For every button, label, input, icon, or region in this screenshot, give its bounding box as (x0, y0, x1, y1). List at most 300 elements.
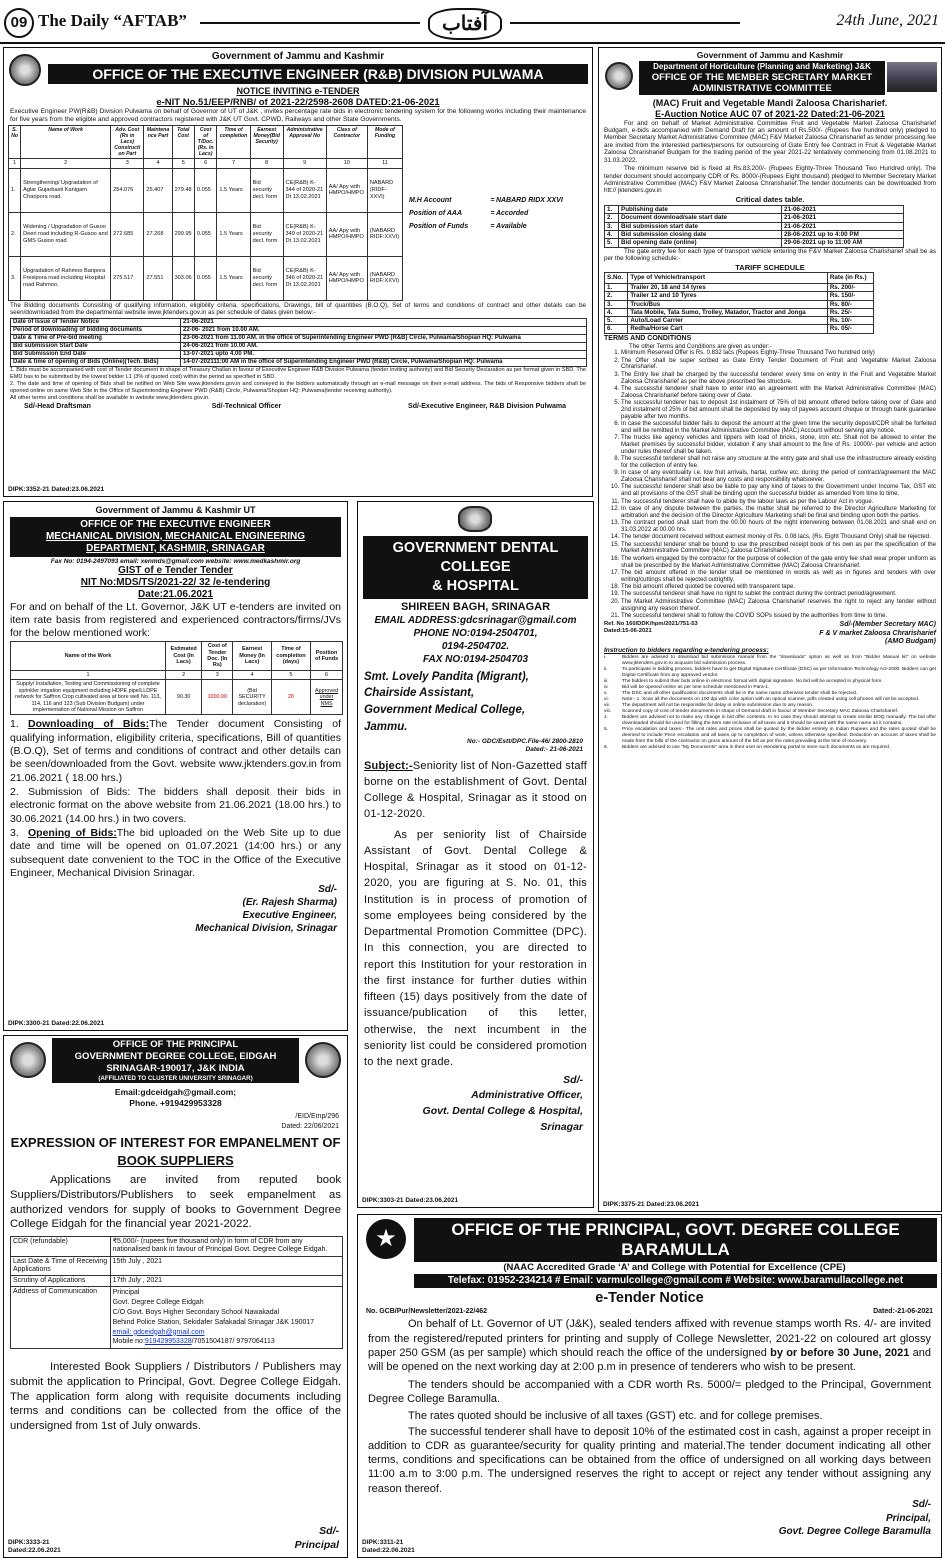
tariff-col-header: Rate (in Rs.) (827, 273, 873, 283)
horti-sig: Sd/-(Member Secretary MAC) (839, 621, 936, 629)
mech-intro: For and on behalf of the Lt. Governor, J&K UT e-tenders are invited on item rate basis from registered and experienced contractors/firms/JVs for the below mentioned work: (10, 600, 341, 639)
pulwama-date-cell: Date of Issue of Tender Notice (11, 318, 181, 326)
mechanical-tender-ad (3, 501, 348, 1031)
horti-p2: The minimum reserve bid is fixed at Rs.83,200/- (Rupees Eighty-Three Thousand Two Hundred only). The tender document should accompany CDR of Rs. 8000/-(Rupees Eight thousand) pledged to Member Secretary Market Administrative Committee (MAC) F&V Market Zaloosa Chrarisharief.The tender documents can be downloaded from htt:// jktenders.gov.in (604, 165, 936, 195)
pulwama-fund-cell: Accorded (495, 209, 529, 217)
pulwama-cell: 1. (9, 168, 21, 212)
dental-emblem (458, 506, 492, 532)
mech-col-header: Earnest Money (In Lacs) (233, 642, 271, 671)
eidgah-addr-email[interactable]: email: gdceidgah@gmail.com (112, 1328, 205, 1336)
pulwama-col-number: 2 (21, 159, 111, 168)
tariff-cell: Trailer 12 and 10 Tyres (628, 292, 827, 300)
eidgah-title-3: SRINAGAR-190017, J&K INDIA (106, 1062, 245, 1074)
mech-points (4, 716, 347, 883)
horti-term: 17. The bid amount offered in the tender shall be mentioned in words as well as in figures and tenders with over writing/cuttings shall be rejected outrightly. (621, 570, 936, 584)
dental-addressee-org: Government Medical College, (364, 703, 526, 716)
mech-point-text: The bid uploaded on the Web Site up to due date and time will be opened on 01.07.2021 (14:00 hrs.) or any subsequent date convenient to the TOC in the Office of the Executive Engineer, Mechanical Division Srinagar. (10, 826, 341, 879)
tariff-cell: 4. (605, 308, 628, 316)
horti-instruction-num: iv. (604, 684, 609, 690)
mech-col-number: 5 (271, 670, 310, 679)
horti-instruction-num: 5. (604, 726, 609, 732)
eidgah-addr-2: Govt. Degree College Eidgah (112, 1299, 204, 1307)
pulwama-col-number: 6 (194, 159, 216, 168)
horti-instructions (599, 655, 941, 751)
aftab-logo: آفتاب (428, 8, 502, 40)
tariff-row (605, 308, 874, 316)
eidgah-mobile-others: /7051504187/ 9797064113 (191, 1338, 275, 1346)
eidgah-p1: Applications are invited from reputed book Suppliers/Distributors/Publishers to seek empanelment as authorized vendors for supply of books to Government Degree College Eidgah for the financial year 2021-2022. (10, 1174, 341, 1231)
horti-date-cell: 4. (605, 230, 619, 238)
tariff-cell: Rs. 25/- (827, 308, 873, 316)
baramulla-dipk: DIPK:3311-21 (362, 1539, 404, 1547)
baramulla-sig-title: Principal, (885, 1512, 931, 1524)
horti-instruction-text: The department will not be responsible for delay in online submission due to any reason. (622, 702, 814, 708)
horti-ref: Ref. No 160/DDK/hpm/2021/751-53 (604, 621, 698, 628)
mech-sig-title: Executive Engineer, (242, 910, 337, 922)
dental-fax: FAX NO:0194-2504703 (422, 653, 529, 665)
horti-dipk: DIPK:3375-21 Dated:23.06.2021 (603, 1201, 700, 1209)
mech-point-text: The Tender document Consisting of qualifying information, eligibility criteria, specifications, Bill of quantities (B.O.Q), Set of terms and conditions of contract and other details can be seen/downloaded from the Govt. website www.jktenders.gov.in from 21.06.2021 ( 18.00 hrs.) (10, 718, 341, 784)
pulwama-dates-table (10, 318, 587, 367)
pulwama-tender-ad (3, 47, 593, 497)
pulwama-cell: 0.055 (194, 256, 216, 300)
mech-dipk: DIPK:3300-21 Dated:22.06.2021 (8, 1020, 105, 1028)
pulwama-col-number: 7 (217, 159, 250, 168)
dental-phone-2: 0194-2504702. (441, 640, 510, 652)
horti-instruction-text: The bidders to submit their bids online in electronic format with digital signature. No bid will be accepted in physical form. (622, 678, 883, 684)
pulwama-col-header: Maintena nce Part (144, 125, 172, 159)
tariff-cell: Truck/Bus (628, 300, 827, 308)
eidgah-addr-4: Behind Police Station, Sekidafer Safakadal Srinagar J&K 190017 (112, 1318, 315, 1326)
horti-date-cell: 21-06-2021 (781, 214, 903, 222)
horti-date-cell: Bid submission start date (619, 222, 782, 230)
pulwama-col-header: Name of Work (21, 125, 111, 159)
eidgah-title-4: (AFFILIATED TO CLUSTER UNIVERSITY SRINAGAR) (98, 1074, 253, 1082)
eidgah-title-1: OFFICE OF THE PRINCIPAL (112, 1039, 239, 1050)
pulwama-cell: 2. (9, 212, 21, 256)
horti-instruction-num: v. (604, 690, 608, 696)
horti-date-cell: 29-06-2021 up to 11:00 AM (781, 239, 903, 247)
horti-date-cell: 28-06-2021 up to 4:00 PM (781, 230, 903, 238)
horti-term: 12. In case of any dispute between the parties, the matter shall be referred to the Director Agriculture Marketing for arbitration and the decision of the Director Agriculture Marketing shall be final and binding upon both the parties. (621, 506, 936, 520)
pulwama-date-cell: Bid submission Start Date (11, 342, 181, 350)
pulwama-date-cell: Date & Time of Pre-bid meeting (11, 334, 181, 342)
masthead (0, 0, 945, 44)
horti-p1: For and on behalf of Market Administrative Committee Fruit and Vegetable Market Zaloosa Charisharief Budgam, e-bids accompanied with Demand Draft for an amount of Rs.500/- (Rupees five hundred only) pledged to Member Secretary Market Administrative Commitee (MAC) F&V Market Zaloosa Chrarisharief as tender processing fee are invited from the interested parties/persons for outsourcing of Gate Entry fee Contract in Fruit & Vegetable Market Zaloosa Chrarisharief Budgam for the trading period of the year 2021-22 tentatively commencing from 01.08.2021 to 31.03.2022. (604, 119, 936, 164)
tariff-col-header: S.No. (605, 273, 628, 283)
pulwama-cell: 25.407 (144, 168, 172, 212)
mech-sig-office: Mechanical Division, Srinagar (195, 923, 337, 935)
horti-date-cell: 2. (605, 214, 619, 222)
horti-term: 13. The contract period shall start from the 00.00 hours of the night intervening between 01.08.2021 and shall end on 31.03.2022 at 00.00 hrs. (621, 520, 936, 534)
tariff-cell: Redha/Horse Cart (628, 325, 827, 333)
pulwama-date-cell: 21-06-2021 (181, 318, 587, 326)
pulwama-note: 1. Bids must be accompanied with cost of Tender document in shape of Treasury Challan in favour of Executive Engineer R&B Division Pulwama (tender inviting authority) and Bid Security Declaration as per format given in SBD. The EMD has to be submitted by the lowest bidder L1 (3% of quoted cost) within the period as specified in SBD. (10, 367, 586, 380)
horti-terms-list (611, 350, 941, 619)
mech-col-number: 3 (202, 670, 233, 679)
mech-point-label: Downloading of Bids: (28, 718, 150, 731)
horti-dates-table (604, 205, 904, 248)
horticulture-auction-ad (598, 47, 942, 1212)
horti-instruction-num: vii. (604, 702, 610, 708)
mech-col-header: Estimated Cost (In Lacs) (166, 642, 202, 671)
eidgah-p2: Interested Book Suppliers / Distributors / Publishers may submit the application to Principal, Govt. Degree College Eidgah. The application form along with requisite documents including terms and conditions can be collected from the office of the undersigned from 1st of July onwards. (10, 1361, 341, 1432)
pulwama-cell: 0.055 (194, 212, 216, 256)
horti-term: 9. In case of any eventuality i.e. low fruit arrivals, hartal, curfew etc. during the period of contract/agreement the MAC Zaloosa Charisharief shall not bear any costs and responsibility whatsoever. (621, 470, 936, 484)
horti-term: 3. The Entry fee shall be charged by the successful tenderer every time on entry in the Fruit and Vegetable Market Zaloosa Chrarisharief as per the above prescribed fee structure. (621, 372, 936, 386)
horti-instruction-text: Bidders are advised to use “My Documents” area in their user on etendering portal to store such documents as are required. (622, 744, 891, 750)
baramulla-no: No. GCB/Pur/Newsletter/2021-22/462 (366, 1308, 487, 1316)
horti-term: 20. The Market Administrative Committee (MAC) Zaloosa Charisharief reserves the right to reject any tender without assigning any reason thereof. (621, 599, 936, 613)
horti-ref-date: Dated:15-06-2021 (604, 628, 652, 635)
tariff-cell: Trailer 20, 18 and 14 tyres (628, 283, 827, 291)
horti-sig-org: F & V market Zaloosa Chrarisharief (819, 629, 936, 637)
market-photo (887, 62, 937, 92)
pulwama-cell: CE(R&B) K-344 of 2020-21 Dt 13.02.2021 (283, 168, 326, 212)
mech-col-number: 1 (11, 670, 166, 679)
pulwama-work-row (9, 256, 403, 300)
horti-date-cell: Bid submission closing date (619, 230, 782, 238)
baramulla-p2: The tenders should be accompanied with a CDR worth Rs. 5000/= pledged to the Principal, Government Degree College Baramulla. (368, 1378, 931, 1405)
mech-sig-name: (Er. Rajesh Sharma) (242, 897, 337, 909)
tariff-row (605, 317, 874, 325)
pulwama-col-number: 4 (144, 159, 172, 168)
sig-head-draftsman: Sd/-Head Draftsman (24, 403, 91, 411)
pulwama-cell: 1.5 Years (217, 256, 250, 300)
mech-point (10, 827, 341, 880)
issue-date: 24th June, 2021 (836, 12, 939, 29)
mech-works-table (10, 641, 343, 715)
eidgah-info-cell: ₹5,000/- (rupees five thousand only) in form of CDR from any nationalised bank in favour of Principal Govt. Degree College Eidgah. (110, 1237, 342, 1257)
eidgah-dipk-date: Dated:22.06.2021 (8, 1547, 61, 1555)
dental-email: EMAIL ADDRESS:gdcsrinagar@gmail.com (374, 614, 577, 626)
horti-term: 4. The successful tenderer shall have to enter into an agreement with the Market Administrative Committee (MAC) Zaloosa Chrarisharief before taking over of Gate. (621, 386, 936, 400)
pulwama-fund-row (409, 223, 588, 236)
mech-office: OFFICE OF THE EXECUTIVE ENGINEER (80, 518, 271, 530)
eidgah-sd: Sd/- (319, 1524, 339, 1537)
horti-office: OFFICE OF THE MEMBER SECRETARY MARKET ADMINISTRATIVE COMMITTEE (651, 71, 873, 94)
dental-sig-title: Administrative Officer, (471, 1089, 583, 1102)
horti-instruction-text: To participate in bidding process, bidders have to get Digital Signature Certificate (DSC) as per Information Technology Act-2000. Bidders can get Digital Certificate from any approved vendor. (622, 666, 936, 678)
dental-addressee-post: Chairside Assistant, (364, 687, 475, 700)
tariff-col-header: Type of Vehicle/transport (628, 273, 827, 283)
pulwama-cell: 0.055 (194, 168, 216, 212)
horti-p3: The gate entry fee for each type of transport vehicle entering the F&V Market Zaloosa Charisharief shall be as per the following schedule:- (604, 247, 936, 263)
eidgah-info-cell: 15th July , 2021 (110, 1256, 342, 1276)
horti-instruction-num: i. (604, 655, 607, 660)
horti-instruction-text: Scanned copy of cost of tender documents in shape of Demand draft in favour of Member Secretary MAC Zaloosa Charisharief. (622, 708, 899, 714)
baramulla-deadline: by or before 30 June, 2021 (770, 1347, 910, 1360)
horti-instruction (604, 667, 936, 679)
horti-date-row (605, 222, 904, 230)
pulwama-col-header: Cost of T/Doc. (Rs. in Lacs) (194, 125, 216, 159)
horti-date-cell: 21-06-2021 (781, 205, 903, 213)
mech-point-num: 2. (10, 785, 19, 798)
eidgah-addr-mobile (113, 1337, 340, 1347)
mech-cell: 20 (271, 680, 310, 715)
horti-date-row (605, 230, 904, 238)
tariff-cell: Tata Mobile, Tata Sumo, Trolley, Matador, Tractor and Jonga (628, 308, 827, 316)
horti-sig-amo: (AMO Budgam) (885, 637, 936, 645)
dental-sd: Sd/- (563, 1073, 583, 1086)
baramulla-p3: The rates quoted should be inclusive of all taxes (GST) etc. and for college premises. (408, 1410, 823, 1423)
horti-term: 5. The successful tenderer has to deposit 1st instalment of 75% of bid amount offered before taking over of Gate and 2nd instalment of 25% of bid amount shall be deposited by way of payees account cheque or through bank guarantee payable after two months. (621, 400, 936, 420)
pulwama-cell: CE(R&B) K-346 of 2020-21 Dt 13.02.2021 (283, 256, 326, 300)
dental-title: GOVERNMENT DENTAL COLLEGE (392, 540, 559, 575)
pulwama-fund-cell: = (490, 196, 495, 204)
pulwama-date-cell: Date & time of opening of Bids (Online)(Tech. Bids) (11, 359, 181, 367)
horti-instruction (604, 727, 936, 745)
horti-terms-title: TERMS AND CONDITIONS (604, 334, 692, 342)
pulwama-cell: 279.48 (172, 168, 194, 212)
mech-dept: MECHANICAL DIVISION, MECHANICAL ENGINEERING DEPARTMENT, KASHMIR, SRINAGAR (45, 530, 306, 554)
horti-date-row (605, 239, 904, 247)
mech-col-header: Name of the Work (11, 642, 166, 671)
masthead-rule-left (200, 22, 420, 24)
eidgah-heading-1: EXPRESSION OF INTEREST FOR EMPANELMENT OF (10, 1135, 341, 1151)
pulwama-date-cell: 22-06- 2021 from 10.00 AM. (181, 326, 587, 334)
masthead-rule-right (510, 22, 740, 24)
baramulla-naac: (NAAC Accredited Grade ‘A’ and College with Potential for Excellence (CPE) (503, 1262, 846, 1274)
eidgah-mobile-link[interactable]: 919429953328 (144, 1338, 192, 1346)
mech-cell: 1000.00 (202, 680, 233, 715)
eidgah-info-row (11, 1276, 343, 1287)
mech-gist: GIST of e Tender Tender (118, 565, 233, 577)
pulwama-cell: 303.06 (172, 256, 194, 300)
pulwama-col-number: 5 (172, 159, 194, 168)
mech-sd: Sd/- (318, 884, 337, 896)
horti-tariff-title: TARIFF SCHEDULE (735, 262, 805, 272)
dental-addressee-name: Smt. Lovely Pandita (Migrant), (364, 670, 529, 683)
tariff-cell: Rs. 150/- (827, 292, 873, 300)
mech-point-label: Opening of Bids: (28, 826, 117, 839)
masthead-rule (0, 42, 945, 44)
dental-place: SHIREEN BAGH, SRINAGAR (400, 600, 551, 613)
tariff-cell: Rs. 200/- (827, 283, 873, 291)
pulwama-fund-row (409, 197, 588, 210)
pulwama-date-row (11, 359, 587, 367)
tariff-cell: 3. (605, 300, 628, 308)
eidgah-info-row (11, 1237, 343, 1257)
baramulla-dipk-date: Dated:22.06.2021 (362, 1547, 415, 1555)
dental-title-2: & HOSPITAL (432, 577, 519, 594)
horti-date-cell: Publishing date (619, 205, 782, 213)
pulwama-note: All other terms and conditions shall be available in website www.jktenders.gov.in. (10, 395, 210, 402)
horti-date-row (605, 205, 904, 213)
pulwama-cell: 254.076 (111, 168, 144, 212)
pulwama-note: 2. The date and time of opening of Bids shall be notified on Web Site www.jktenders.gov.in and conveyed to the bidders automatically through an e-mail message on their e-mail address. The bids of Responsive bidders shall be opened online on same Web Site in the Office of Superintending Engineer PWD (R&B) Circle, Pulwama/Shopian HQ: Pulwama(tender receiving authority). (10, 381, 586, 394)
eidgah-logo-left (10, 1042, 46, 1078)
tariff-cell: 5. (605, 317, 628, 325)
horti-term: 21. The successful tenderer shall to follow the COVID SOPs issued by the authorities from time to time. (621, 613, 936, 620)
tariff-cell: Rs. 05/- (827, 325, 873, 333)
pulwama-col-header: Time of completion (217, 125, 250, 159)
pulwama-funds (409, 197, 588, 237)
mech-point-text: Submission of Bids: The bidders shall deposit their bids in electronic format on the above website from 21.06.2021 (18.00 hrs.) to 30.06.2021 (14.00 hrs.) in two covers. (10, 785, 341, 825)
pulwama-cell: 1.5 Years (217, 168, 250, 212)
dental-dipk: DIPK:3303-21 Dated:23.06.2021 (362, 1197, 459, 1205)
mech-contact: Fax No: 0194-2497093 email: xenmds@gmail.com website: www.medkashmir.org (50, 557, 301, 565)
pulwama-cell: AA/ Apy with HMPO/HMPO (326, 212, 367, 256)
pulwama-cell: 27.268 (144, 212, 172, 256)
eidgah-ref: /EID/Emp/296 (295, 1113, 339, 1121)
pulwama-col-header: S. No (9, 125, 21, 159)
horti-term: 15. The successful tenderer shall be bound to use the prescribed receipt book of his own as per the specification of the Market Administrative Committee (MAC) Zaloosa Chrarisharief. (621, 542, 936, 556)
pulwama-col-number: 10 (326, 159, 367, 168)
baramulla-p1 (358, 1317, 941, 1374)
mech-col-number: 6 (311, 670, 343, 679)
pulwama-col-header: Administrative Approval No (283, 125, 326, 159)
pulwama-cell: 275.517 (111, 256, 144, 300)
horti-instruction-num: 4. (604, 714, 609, 720)
pulwama-fund-cell: M.H Account (409, 196, 452, 204)
pulwama-cell: (NABARD RIDF:XXVI) (367, 212, 402, 256)
pulwama-intro: Executive Engineer PW(R&B) Division Pulwama on behalf of Governor of UT of J&K , invites percentage rate bids in electronic tendering system for the following works including their maintenance for five years from the eligible and approved contractors registered with J&K UT Govt. CPWD, Railways and other State Governments. (10, 108, 586, 123)
baramulla-college-ad (357, 1214, 942, 1558)
pulwama-dipk: DIPK:3352-21 Dated:23.06.2021 (8, 486, 105, 494)
eidgah-info-cell: 17th July , 2021 (110, 1276, 342, 1287)
eidgah-dipk: DIPK:3333-21 (8, 1539, 50, 1547)
pulwama-col-header: Class of Contractor (326, 125, 367, 159)
horti-instruction-num: iii. (604, 678, 609, 684)
dental-ref-no: No:- GDC/Estt/DPC.File-46/ 2800-2810 (467, 738, 583, 746)
horti-mandi: (MAC) Fruit and Vegetable Mandi Zaloosa Charisharief. (652, 98, 888, 109)
pulwama-date-row (11, 334, 587, 342)
eidgah-info-cell: Scrutiny of Applications (11, 1276, 111, 1287)
tariff-cell: 2. (605, 292, 628, 300)
mech-point-num: 3. (10, 826, 19, 839)
eidgah-addr-3: C/O Govt. Boys Higher Secondary School Nawakadal (112, 1308, 280, 1316)
horti-critical: Critical dates table. (735, 194, 805, 204)
mech-col-header: Position of Funds (311, 642, 343, 671)
horti-term: 6. In case the successful bidder fails to deposit the amount at the given time the security deposit/CDR shall be forfeited and will be remitted in the Market Administrative Committee (MAC) Account without serving any notice. (621, 421, 936, 435)
horti-tariff-table (604, 272, 874, 333)
pulwama-cell: Strengthening/ Upgradation of Aglar Gujarbasti Kanigam Charipora road. (21, 168, 111, 212)
pulwama-work-row (9, 168, 403, 212)
dental-sig-city: Srinagar (540, 1120, 583, 1133)
mech-point (10, 718, 341, 785)
eidgah-info-row (11, 1256, 343, 1276)
tariff-row (605, 300, 874, 308)
pulwama-cell: 27.551 (144, 256, 172, 300)
pulwama-col-header: Mode of Funding (367, 125, 402, 159)
pulwama-cell: (NABARD RIDF:XXVI) (367, 256, 402, 300)
pulwama-col-number: 3 (111, 159, 144, 168)
eidgah-addr-label: Address of Communication (11, 1287, 111, 1349)
horti-gov: Government of Jammu and Kashmir (696, 50, 844, 60)
baramulla-star-icon: ★ (366, 1219, 406, 1259)
pulwama-cell: Widening / Upgradation of Gusoo Deeri road including R-Gusoo and GMS Gusoo road (21, 212, 111, 256)
pulwama-work-row (9, 212, 403, 256)
horti-date-cell: 3. (605, 222, 619, 230)
horti-instruction-num: vi. (604, 696, 609, 702)
pulwama-col-number: 8 (250, 159, 283, 168)
horti-term: 7. The trucks like agency vehicles and tippers with load of bricks, stone, iron etc. Shall not be allowed to enter the Market premises by successful bidder, violation if any shall amount to the fine of Rs. 10000/- per vehicle and action under rules thereof shall be taken. (621, 435, 936, 455)
pulwama-fund-cell: Available (495, 223, 527, 231)
horti-term: 8. The successful tenderer shall not raise any structure at the entry gate and shall use the infrastructure already existing for the collection of entry fee. (621, 456, 936, 470)
pulwama-cell: Upgradation of Rahmoo Banpora Fresipora road including Hospital road Rahmoo. (21, 256, 111, 300)
baramulla-title: OFFICE OF THE PRINCIPAL, GOVT. DEGREE COLLEGE BARAMULLA (414, 1218, 937, 1262)
pulwama-cell: 3. (9, 256, 21, 300)
mech-date: Date:21.06.2021 (137, 588, 214, 600)
horti-date-cell: Bid opening date (online) (619, 239, 782, 247)
horti-dept: Department of Horticulture (Planning and Marketing) J&K (653, 62, 871, 72)
pulwama-date-cell: Period of downloading of bidding documents (11, 326, 181, 334)
dental-subject (358, 754, 593, 823)
pulwama-fund-row (409, 210, 588, 223)
dental-subject-label: Subject:- (364, 759, 413, 772)
pulwama-gov: Government of Jammu and Kashmir (211, 51, 385, 62)
pulwama-col-header: Adv. Cost (Rs in Lacs) Constructi on Part (111, 125, 144, 159)
pulwama-cell: CE(R&B) K-349 of 2020-21 Dt 13.02.2021 (283, 212, 326, 256)
mech-point-num: 1. (10, 718, 19, 731)
tariff-cell: Rs. 10/- (827, 317, 873, 325)
pulwama-date-row (11, 342, 587, 350)
pulwama-date-cell: 13-07-2021 upto 4.00 PM. (181, 350, 587, 358)
baramulla-contact: Telefax: 01952-234214 # Email: varmulcollege@gmail.com # Website: www.baramullacollege.net (414, 1274, 937, 1288)
baramulla-sig-org: Govt. Degree College Baramulla (778, 1526, 931, 1538)
horti-instr-title: Instruction to bidders regarding e-tendering process: (604, 647, 769, 655)
pulwama-cell: AA/ Apy with HMPO/HMPO (326, 256, 367, 300)
pulwama-office: OFFICE OF THE EXECUTIVE ENGINEER (R&B) DIVISION PULWAMA (48, 64, 588, 85)
horti-instruction-num: 6. (604, 744, 609, 750)
baramulla-p1-c: and will be opened on the next working day at 2:00 p.m in presence of tenderers who wish to be present. (368, 1347, 931, 1374)
mech-col-number: 2 (166, 670, 202, 679)
pulwama-date-cell: 23-06-2021 from 11.00 AM. in the office of Superintending Engineer PWD (R&B) Circle, Pulwama/Shopian HQ: Pulwama (181, 334, 587, 342)
mech-col-header: Time of completion (days) (271, 642, 310, 671)
horti-logo (605, 62, 633, 90)
pulwama-date-cell: 24-06-2021 from 10.00 AM. (181, 342, 587, 350)
pulwama-notes (4, 367, 592, 402)
jk-emblem (9, 54, 41, 86)
pulwama-cell: AA/ Apy with HMPO/HMPO (326, 168, 367, 212)
pulwama-fund-cell: NABARD RIDX XXVI (495, 196, 563, 204)
eidgah-heading-2: BOOK SUPPLIERS (117, 1153, 234, 1169)
pulwama-col-header: Earnest Money(Bid Security) (250, 125, 283, 159)
horti-instruction-num: viii. (604, 708, 612, 714)
pulwama-date-cell: Bid Submission End Date (11, 350, 181, 358)
pulwama-notice-title: NOTICE INVITING e-TENDER (236, 86, 360, 97)
pulwama-date-row (11, 326, 587, 334)
horti-instruction-num: ii. (604, 666, 608, 672)
eidgah-logo-right (305, 1042, 341, 1078)
mech-cell: 90.30 (166, 680, 202, 715)
horti-term: 1. Minimum Reserved Offer is Rs. 0.832 lacs (Rupees Eighty-Three Thousand Two hundred only) (621, 350, 936, 357)
mech-point (10, 786, 341, 826)
horti-instruction-text: Bidders are advised not to make any change in bid offer contents. In no case they should attempt to create similar BOQ manually. The bid offer downloaded should be used for filling the item rate inclusive of all taxes and it should be saved with the same name as it contains. (622, 714, 936, 726)
horti-date-row (605, 214, 904, 222)
pulwama-cell: Bid security decl. form (250, 212, 283, 256)
eidgah-addr-1: Principal (112, 1289, 140, 1297)
eidgah-title-2: GOVERNMENT DEGREE COLLEGE, EIDGAH (74, 1050, 277, 1062)
mech-cell: Supply/ Installation, Testing and Commissioning of complete sprinkler irrigation equipment including HDPE pipe/LLDPE network for Saffron Crop cultivated area at bore well No. 113, 114, 116 and 123 (Sub Division Budgam) under implementation of National Mission on Saffron (11, 680, 166, 715)
pulwama-fund-cell: = (490, 209, 495, 217)
horti-instruction-text: Note:- 1. Scan all the documents on 100 dpi with color option with an optical scanner, pdfs created using cell phones will not be accepted. (622, 696, 920, 702)
pulwama-nit: e-NIT No.51/EEP/RNB/ of 2021-22/2598-2608 DATED:21-06-2021 (156, 96, 440, 108)
horti-term: 11. The successful tenderer shall have to abide by the labour laws as per the Labour Act in vogue. (621, 499, 936, 506)
dental-ref-date: Dated:- 21-06-2021 (525, 745, 583, 753)
pulwama-date-row (11, 318, 587, 326)
eidgah-phone: Phone. +919429953328 (129, 1098, 222, 1109)
sig-technical-officer: Sd/-Technical Officer (211, 403, 282, 411)
mech-col-header: Cost of Tender Doc. (In Rs) (202, 642, 233, 671)
mech-cell: Approved under NMS (311, 680, 343, 715)
baramulla-sd: Sd/- (912, 1499, 931, 1511)
horti-terms-intro: The other Terms and Conditions are given as under:- (629, 343, 772, 351)
pulwama-fund-cell: Position of Funds (409, 223, 469, 231)
tariff-row (605, 325, 874, 333)
tariff-row (605, 283, 874, 291)
